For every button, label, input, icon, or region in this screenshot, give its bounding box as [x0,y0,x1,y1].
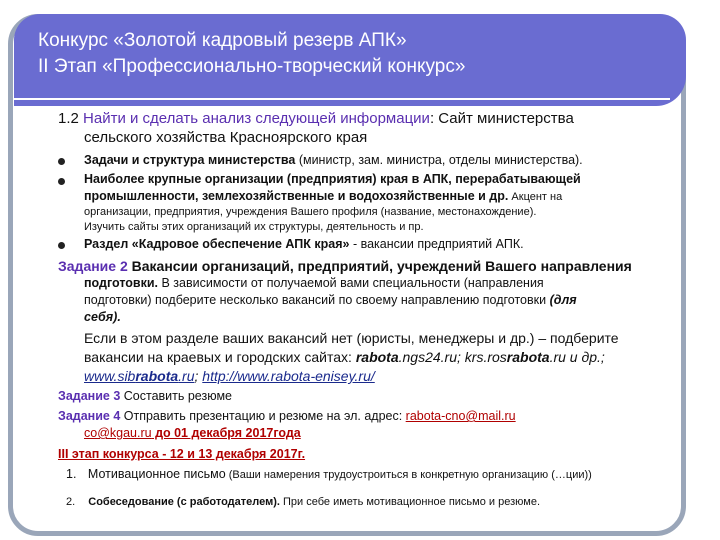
bullet-2-rest: Акцент на [508,191,563,203]
task-2-p2: вакансии на краевых и городских сайтах: [84,349,356,365]
rabota-enisey-link[interactable]: http://www.rabota-enisey.ru/ [202,368,375,384]
list-item-1 [66,467,592,481]
link-separator: ; [194,368,203,384]
task-2-line2 [84,276,544,290]
task-2-line3 [84,293,577,307]
task-4-line1 [58,409,516,423]
rabota-bold-2: rabota [506,349,550,365]
task-2-line4: себя). [84,310,121,324]
bullet-2-bold: промышленности, землехозяйственные и водохозяйственные и др. [84,189,509,203]
bullet-1 [84,153,583,167]
section-heading-rest: : Сайт министерства [429,110,574,127]
stage-3: III этап конкурса - 12 и 13 декабря 2017г. [58,447,306,461]
list-item-2 [66,496,540,508]
rabota-rest-1: .ngs24.ru; krs.ros [398,349,507,365]
section-number: 1.2 [58,110,79,127]
bullet-3 [84,237,524,251]
task-3 [58,389,232,403]
task-4-text: Отправить презентацию и резюме на эл. адрес: [120,409,406,423]
task-2-bold: подготовки. [84,276,159,290]
task-4-label: Задание 4 [58,409,121,423]
task-2-title: Вакансии организаций, предприятий, учреждений Вашего направления [131,258,632,274]
list-item-1-text: Мотивационное письмо [87,467,226,481]
slide-title-line1: Конкурс «Золотой кадровый резерв АПК» [38,30,407,51]
task-2-l3-end: (для [549,293,577,307]
bullet-1-bold: Задачи и структура министерства [84,153,296,167]
task-2-para1: Если в этом разделе ваших вакансий нет (юристы, менеджеры и др.) – подберите [84,330,619,346]
rabota-bold-1: rabota [355,349,399,365]
section-heading: Найти и сделать анализ следующей информации [83,110,430,127]
email-rabota-cno[interactable]: rabota-cno@mail.ru [405,409,516,423]
email-co-kgau[interactable]: co@kgau.ru [84,426,152,440]
section-1-2-line1 [58,110,574,127]
task-3-text: Составить резюме [120,389,232,403]
bullet-2-line2 [84,189,562,203]
slide-title-line2: II Этап «Профессионально-творческий конкурс» [38,56,466,77]
task-2-rest: В зависимости от получаемой вами специальности (направления [158,276,544,290]
list-number-1: 1. [66,467,77,481]
task-2-label: Задание 2 [58,258,128,274]
list-item-2-bold: Собеседование (с работодателем). [88,496,280,508]
rabota-rest-2: .ru и др.; [549,349,605,365]
bullet-dot [58,242,65,249]
bullet-3-rest: - вакансии предприятий АПК. [349,237,524,251]
list-item-1-note: (Ваши намерения трудоустроиться в конкретную организацию (…ции)) [225,469,592,481]
deadline: до 01 декабря 2017года [151,426,301,440]
bullet-2-line1: Наиболее крупные организации (предприятия) края в АПК, перерабатывающей [84,172,581,186]
bullet-dot [58,178,65,185]
bullet-1-rest: (министр, зам. министра, отделы министерства). [295,153,583,167]
task-2-links [84,368,375,384]
bullet-2-line3: организации, предприятия, учреждения Вашего профиля (название, местонахождение). [84,206,537,218]
bullet-3-bold: Раздел «Кадровое обеспечение АПК края» [84,237,350,251]
bullet-2-line4: Изучить сайты этих организаций их структуры, деятельность и пр. [84,221,424,233]
sibrabota-link[interactable]: www.sibrabota.ru [84,368,195,384]
task-2-l3: подготовки) подберите несколько вакансий по своему направлению подготовки [84,293,550,307]
bullet-dot [58,158,65,165]
list-number-2: 2. [66,496,76,508]
task-4-line2 [84,426,301,440]
task-2-line1 [58,258,632,274]
list-item-2-rest: При себе иметь мотивационное письмо и резюме. [279,496,540,508]
task-2-para2 [84,349,605,365]
task-3-label: Задание 3 [58,389,121,403]
section-1-2-line2: сельского хозяйства Красноярского края [84,129,368,146]
